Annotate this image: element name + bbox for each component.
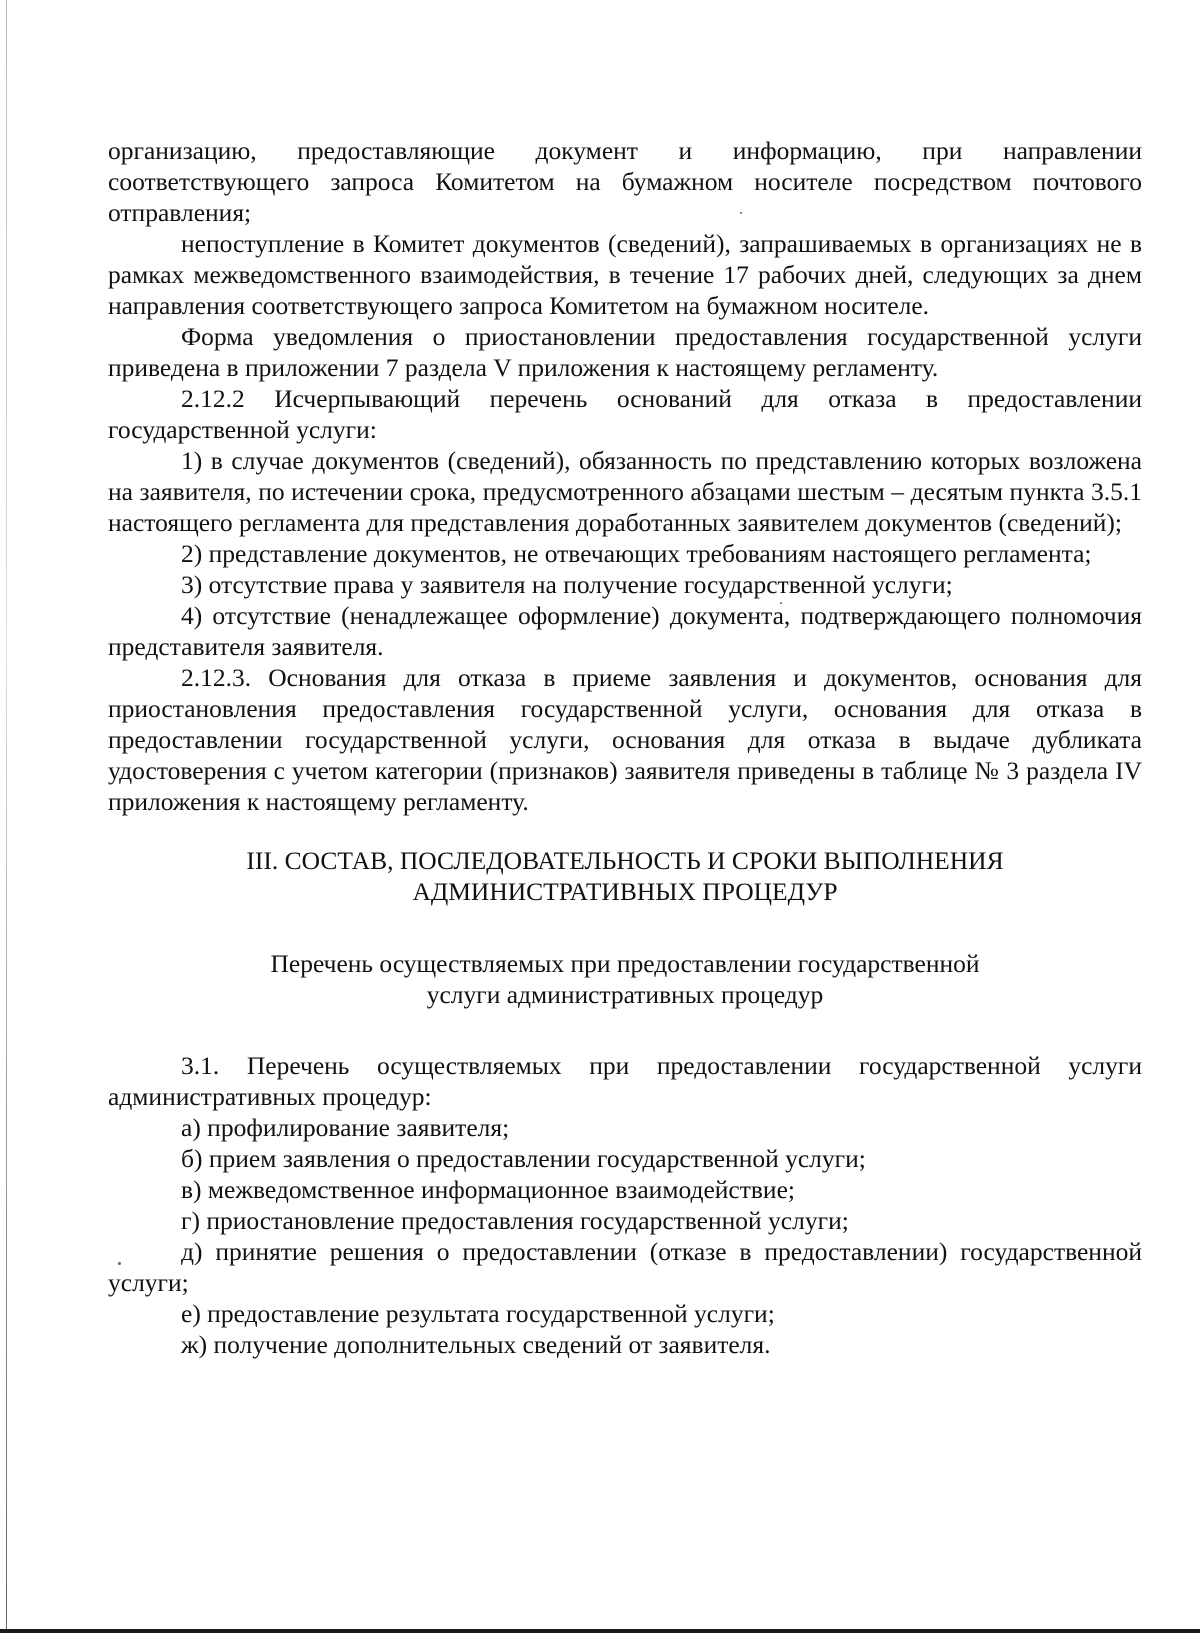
paragraph: 2.12.2 Исчерпывающий перечень оснований для отказа в предоставлении государственной услуги: [108,384,1142,444]
subsection-heading-line: услуги административных процедур [426,980,824,1009]
scan-edge-left [6,0,7,1633]
procedure-item: д) принятие решения о предоставлении (отказе в предоставлении) государственной услуги; [108,1237,1142,1297]
document-body [108,135,1142,1360]
procedure-item: в) межведомственное информационное взаимодействие; [181,1175,795,1204]
paragraph: 2) представление документов, не отвечающих требованиям настоящего регламента; [181,539,1092,568]
procedure-item: а) профилирование заявителя; [181,1113,510,1142]
section-heading-line: III. СОСТАВ, ПОСЛЕДОВАТЕЛЬНОСТЬ И СРОКИ ВЫПОЛНЕНИЯ [246,846,1004,875]
section-heading [108,845,1142,907]
subsection-heading-line: Перечень осуществляемых при предоставлении государственной [270,949,980,978]
paragraph: 4) отсутствие (ненадлежащее оформление) документа, подтверждающего полномочия представителя заявителя. [108,601,1142,661]
procedure-item: ж) получение дополнительных сведений от заявителя. [181,1330,771,1359]
paragraph: организацию, предоставляющие документ и информацию, при направлении соответствующего запроса Комитетом на бумажном носителе посредством почтового отправления; [108,136,1142,227]
paragraph: 3) отсутствие права у заявителя на получение государственной услуги; [181,570,953,599]
section-heading-line: АДМИНИСТРАТИВНЫХ ПРОЦЕДУР [412,877,838,906]
procedure-item: е) предоставление результата государственной услуги; [181,1299,775,1328]
procedure-item: б) прием заявления о предоставлении государственной услуги; [181,1144,866,1173]
paragraph: 1) в случае документов (сведений), обязанность по представлению которых возложена на заявителя, по истечении срока, предусмотренного абзацами шестым – десятым пункта 3.5.1 настоящего регламента для представления доработанных заявителем документов (сведений); [108,446,1142,537]
procedure-item: г) приостановление предоставления государственной услуги; [181,1206,849,1235]
paragraph: 2.12.3. Основания для отказа в приеме заявления и документов, основания для приостановления предоставления государственной услуги, основания для отказа в предоставлении государственной услуги, основания для отказа в выдаче дубликата удостоверения с учетом категории (признаков) заявителя приведены в таблице № 3 раздела IV приложения к настоящему регламенту. [108,663,1142,816]
subsection-heading [108,948,1142,1010]
paragraph: Форма уведомления о приостановлении предоставления государственной услуги приведена в приложении 7 раздела V приложения к настоящему регламенту. [108,322,1142,382]
intro-paragraph: 3.1. Перечень осуществляемых при предоставлении государственной услуги административных процедур: [108,1051,1142,1111]
scan-edge-bottom [0,1629,1200,1633]
paragraph: непоступление в Комитет документов (сведений), запрашиваемых в организациях не в рамках межведомственного взаимодействия, в течение 17 рабочих дней, следующих за днем направления соответствующего запроса Комитетом на бумажном носителе. [108,229,1142,320]
